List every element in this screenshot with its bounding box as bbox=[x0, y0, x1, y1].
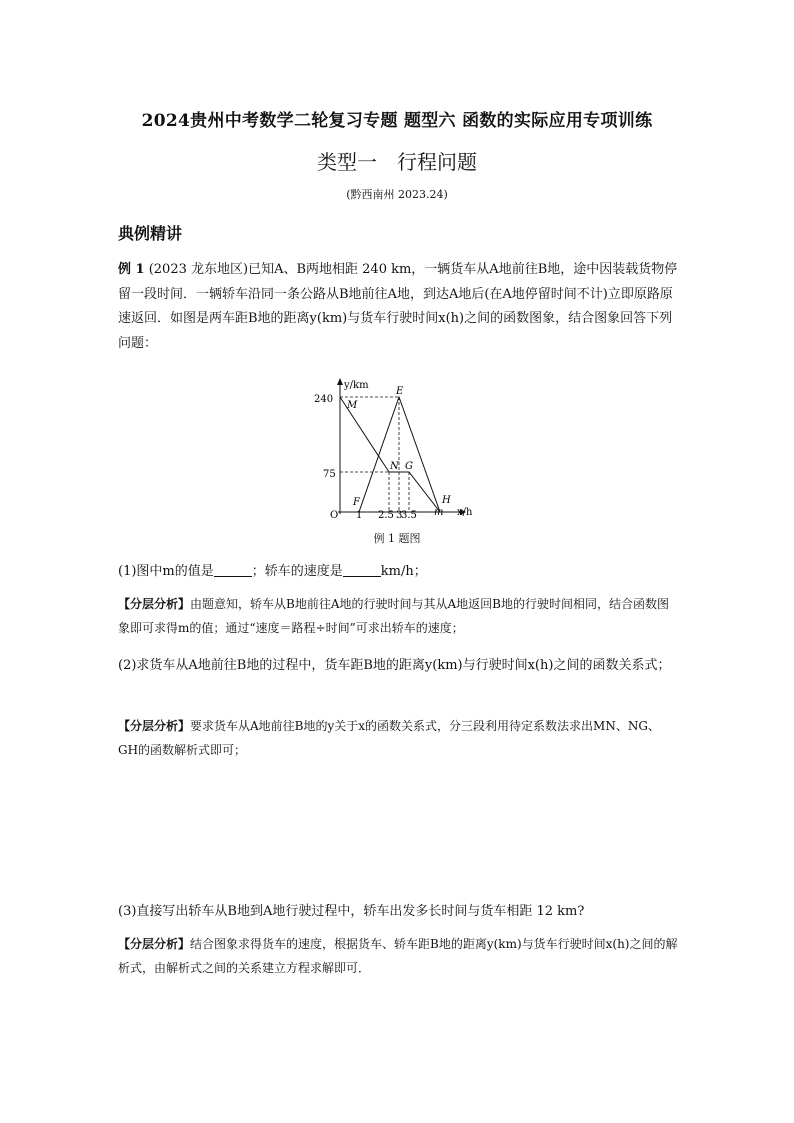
x-tick-3-5: 3.5 bbox=[401, 510, 417, 521]
y-axis-arrow-icon bbox=[337, 378, 343, 385]
point-e: E bbox=[396, 386, 404, 397]
x-tick-3: 3 bbox=[396, 510, 403, 521]
x-axis-label: x/h bbox=[457, 507, 473, 518]
q1-analysis-text: 由题意知，轿车从B地前往A地的行驶时间与其从A地返回B地的行驶时间相同，结合函数图象即可求得m的值；通过“速度＝路程÷时间”可求出轿车的速度； bbox=[118, 597, 669, 635]
example-intro: (2023 龙东地区)已知A、B两地相距 240 km，一辆货车从A地前往B地，途中因装载货物停留一段时间．一辆轿车沿同一条公路从B地前往A地，到达A地后(在A地停留时间不计)立即原路原速返回．如图是两车距B地的距离y(km)与货车行驶时间x(h)之间的函数图象，结合图象回答下列问题： bbox=[118, 262, 678, 351]
y-axis-label: y/km bbox=[344, 380, 369, 391]
question-3 bbox=[118, 900, 678, 925]
point-n: N bbox=[390, 461, 399, 472]
example-paragraph bbox=[118, 258, 678, 356]
q1-blank-m[interactable] bbox=[214, 563, 252, 577]
y-tick-240: 240 bbox=[314, 394, 334, 405]
q1-text-b: ；轿车的速度是 bbox=[251, 564, 343, 579]
point-h: H bbox=[442, 495, 451, 506]
q1-analysis-tag: 【分层分析】 bbox=[118, 597, 191, 611]
q1-blank-speed[interactable] bbox=[343, 563, 381, 577]
q1-text-c: km/h； bbox=[380, 564, 427, 579]
q3-analysis-text: 结合图象求得货车的速度，根据货车、轿车距B地的距离y(km)与货车行驶时间x(h)之间的解析式，由解析式之间的关系建立方程求解即可． bbox=[118, 937, 678, 975]
figure-caption: 例 1 题图 bbox=[373, 532, 421, 545]
point-g: G bbox=[405, 461, 413, 472]
origin-label: O bbox=[330, 510, 339, 521]
point-m: M bbox=[347, 400, 358, 411]
function-graph bbox=[310, 375, 490, 525]
x-tick-2-5: 2.5 bbox=[378, 510, 394, 521]
q2-analysis bbox=[118, 714, 678, 762]
car-path bbox=[359, 397, 440, 512]
x-tick-1: 1 bbox=[356, 510, 363, 521]
question-2 bbox=[118, 654, 678, 679]
truck-path bbox=[340, 397, 440, 512]
document-title: 2024贵州中考数学二轮复习专题 题型六 函数的实际应用专项训练 bbox=[141, 111, 653, 131]
q1-text-a: (1)图中m的值是 bbox=[118, 564, 214, 579]
document-subtitle: 类型一 行程问题 bbox=[317, 150, 477, 174]
point-f: F bbox=[353, 497, 360, 508]
source-note: (黔西南州 2023.24) bbox=[346, 188, 448, 201]
q2-analysis-text: 要求货车从A地前往B地的y关于x的函数关系式，分三段利用待定系数法求出MN、NG、GH的函数解析式即可； bbox=[118, 719, 660, 757]
x-tick-m: m bbox=[434, 507, 444, 518]
q3-analysis bbox=[118, 932, 678, 980]
question-1 bbox=[118, 560, 678, 585]
q2-analysis-tag: 【分层分析】 bbox=[118, 719, 191, 733]
section-heading: 典例精讲 bbox=[118, 224, 183, 243]
q2-text: (2)求货车从A地前往B地的过程中，货车距B地的距离y(km)与行驶时间x(h)之间的函数关系式； bbox=[118, 658, 671, 673]
y-tick-75: 75 bbox=[323, 469, 336, 480]
q3-text: (3)直接写出轿车从B地到A地行驶过程中，轿车出发多长时间与货车相距 12 km? bbox=[118, 904, 585, 919]
example-label: 例 1 bbox=[118, 262, 145, 277]
q1-analysis bbox=[118, 592, 678, 640]
q3-analysis-tag: 【分层分析】 bbox=[118, 937, 191, 951]
